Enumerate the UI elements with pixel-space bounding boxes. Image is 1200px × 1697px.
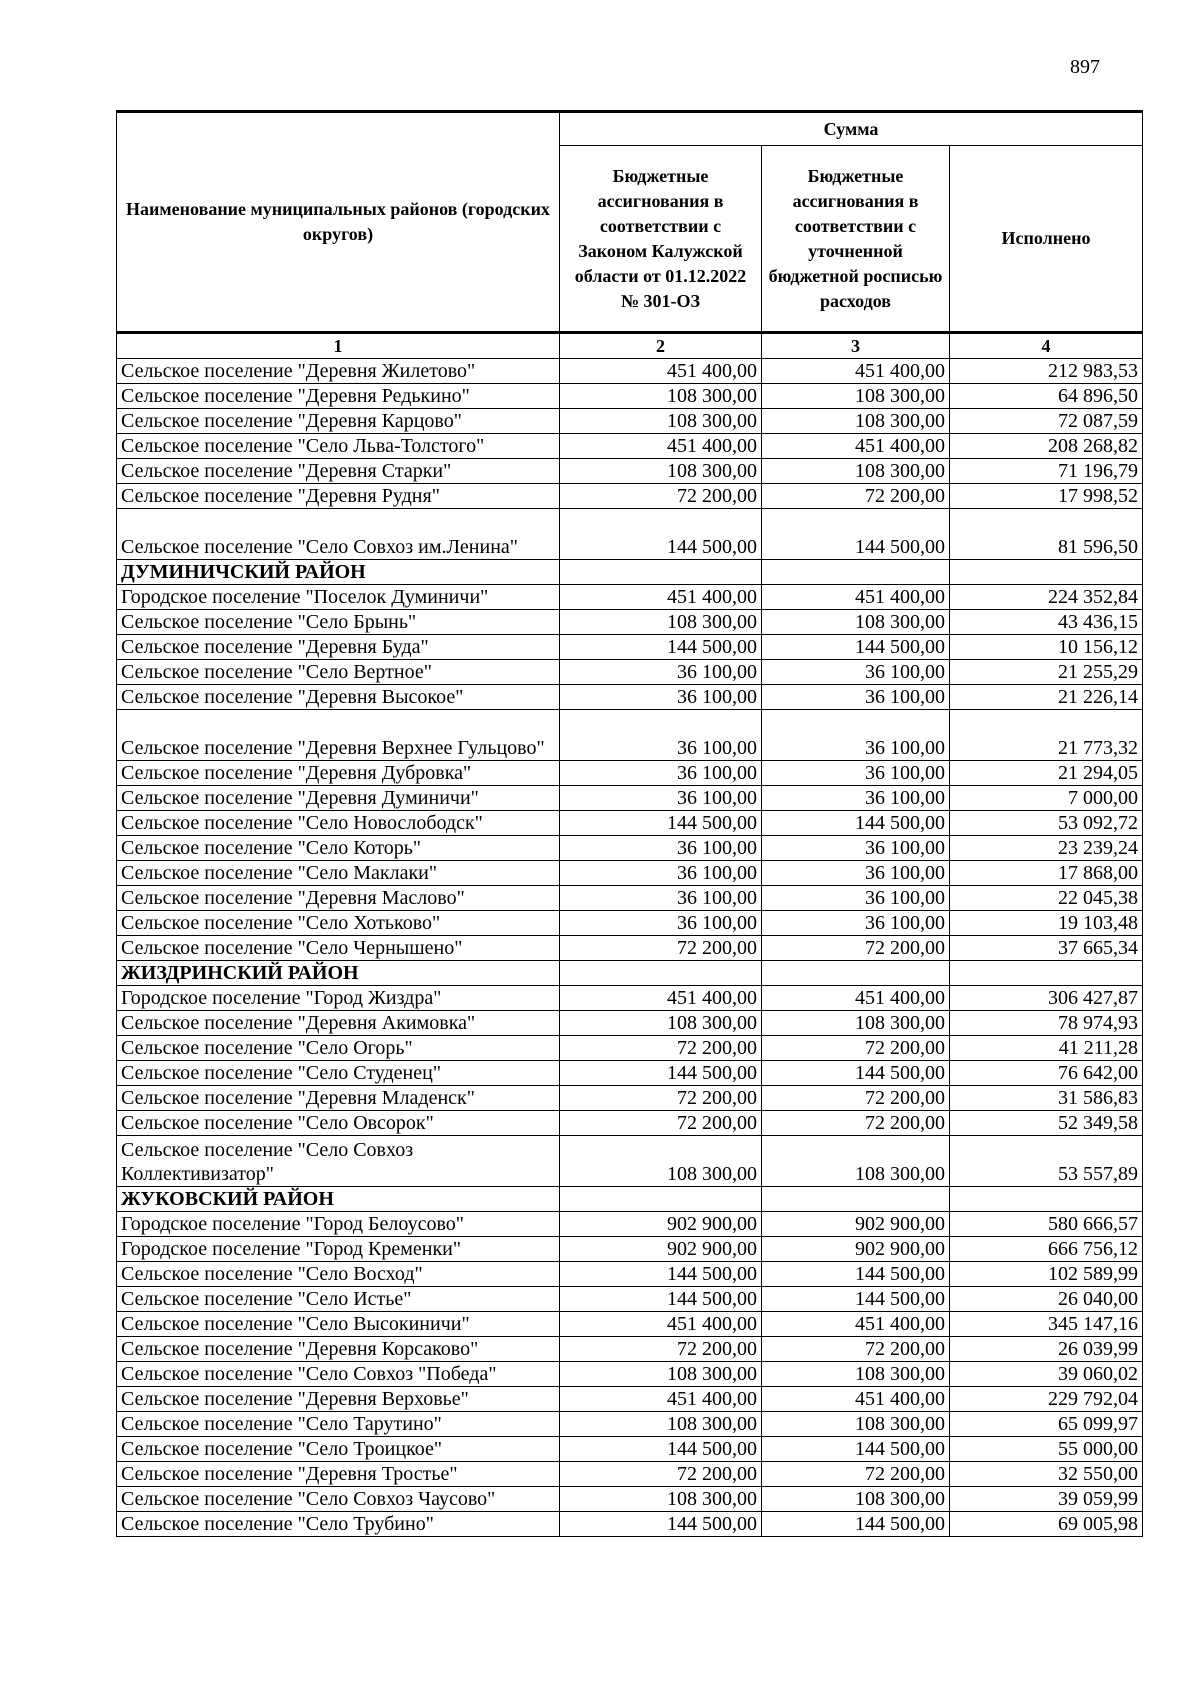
revised-allocation-cell: 72 200,00 bbox=[762, 936, 950, 961]
executed-cell: 53 092,72 bbox=[950, 811, 1143, 836]
revised-allocation-cell: 36 100,00 bbox=[762, 761, 950, 786]
settlement-name: Сельское поселение "Деревня Тростье" bbox=[117, 1462, 560, 1487]
law-allocation-cell: 144 500,00 bbox=[560, 1262, 762, 1287]
table-row bbox=[117, 434, 1143, 459]
law-allocation-cell: 36 100,00 bbox=[560, 710, 762, 761]
executed-cell: 212 983,53 bbox=[950, 359, 1143, 384]
settlement-name: Сельское поселение "Село Совхоз Чаусово" bbox=[117, 1487, 560, 1512]
header-name-column: Наименование муниципальных районов (городских округов) bbox=[117, 112, 560, 333]
law-allocation-cell: 108 300,00 bbox=[560, 1011, 762, 1036]
settlement-name: Сельское поселение "Село Чернышено" bbox=[117, 936, 560, 961]
executed-cell: 666 756,12 bbox=[950, 1237, 1143, 1262]
executed-cell: 71 196,79 bbox=[950, 459, 1143, 484]
table-row bbox=[117, 1212, 1143, 1237]
executed-cell: 39 060,02 bbox=[950, 1362, 1143, 1387]
executed-cell: 65 099,97 bbox=[950, 1412, 1143, 1437]
revised-allocation-cell: 72 200,00 bbox=[762, 1086, 950, 1111]
table-row bbox=[117, 610, 1143, 635]
executed-cell: 26 039,99 bbox=[950, 1337, 1143, 1362]
table-row bbox=[117, 861, 1143, 886]
table-row bbox=[117, 811, 1143, 836]
table-row bbox=[117, 509, 1143, 560]
revised-allocation-cell: 108 300,00 bbox=[762, 384, 950, 409]
executed-cell: 19 103,48 bbox=[950, 911, 1143, 936]
executed-cell: 21 226,14 bbox=[950, 685, 1143, 710]
revised-allocation-cell: 108 300,00 bbox=[762, 1412, 950, 1437]
revised-allocation-cell: 108 300,00 bbox=[762, 1362, 950, 1387]
table-row bbox=[117, 409, 1143, 434]
table-row bbox=[117, 1237, 1143, 1262]
table-row bbox=[117, 585, 1143, 610]
law-allocation-cell: 36 100,00 bbox=[560, 685, 762, 710]
executed-cell: 22 045,38 bbox=[950, 886, 1143, 911]
revised-allocation-cell: 36 100,00 bbox=[762, 685, 950, 710]
law-allocation-cell: 144 500,00 bbox=[560, 1512, 762, 1537]
executed-cell: 78 974,93 bbox=[950, 1011, 1143, 1036]
law-allocation-cell: 72 200,00 bbox=[560, 1036, 762, 1061]
executed-cell: 53 557,89 bbox=[950, 1136, 1143, 1187]
settlement-name: Сельское поселение "Село Восход" bbox=[117, 1262, 560, 1287]
empty-cell bbox=[950, 961, 1143, 986]
law-allocation-cell: 144 500,00 bbox=[560, 509, 762, 560]
settlement-name: Сельское поселение "Село Трубино" bbox=[117, 1512, 560, 1537]
settlement-name: Сельское поселение "Село Брынь" bbox=[117, 610, 560, 635]
law-allocation-cell: 36 100,00 bbox=[560, 761, 762, 786]
table-body bbox=[117, 359, 1143, 1537]
empty-cell bbox=[762, 961, 950, 986]
settlement-name: Сельское поселение "Деревня Старки" bbox=[117, 459, 560, 484]
table-row bbox=[117, 1462, 1143, 1487]
law-allocation-cell: 72 200,00 bbox=[560, 1086, 762, 1111]
settlement-name: Сельское поселение "Село Огорь" bbox=[117, 1036, 560, 1061]
empty-cell bbox=[950, 1187, 1143, 1212]
settlement-name: Городское поселение "Поселок Думиничи" bbox=[117, 585, 560, 610]
settlement-name: Сельское поселение "Деревня Высокое" bbox=[117, 685, 560, 710]
executed-cell: 23 239,24 bbox=[950, 836, 1143, 861]
law-allocation-cell: 72 200,00 bbox=[560, 484, 762, 509]
revised-allocation-cell: 36 100,00 bbox=[762, 660, 950, 685]
district-name: ЖУКОВСКИЙ РАЙОН bbox=[117, 1187, 560, 1212]
executed-cell: 17 998,52 bbox=[950, 484, 1143, 509]
revised-allocation-cell: 72 200,00 bbox=[762, 1337, 950, 1362]
revised-allocation-cell: 451 400,00 bbox=[762, 434, 950, 459]
law-allocation-cell: 36 100,00 bbox=[560, 861, 762, 886]
table-row bbox=[117, 1337, 1143, 1362]
law-allocation-cell: 144 500,00 bbox=[560, 1061, 762, 1086]
executed-cell: 306 427,87 bbox=[950, 986, 1143, 1011]
header-revised-allocations: Бюджетные ассигнования в соответствии с уточненной бюджетной росписью расходов bbox=[762, 146, 950, 333]
law-allocation-cell: 36 100,00 bbox=[560, 836, 762, 861]
executed-cell: 21 773,32 bbox=[950, 710, 1143, 761]
header-number-4: 4 bbox=[950, 333, 1143, 359]
empty-cell bbox=[560, 961, 762, 986]
table-row bbox=[117, 384, 1143, 409]
executed-cell: 7 000,00 bbox=[950, 786, 1143, 811]
revised-allocation-cell: 72 200,00 bbox=[762, 1111, 950, 1136]
settlement-name: Сельское поселение "Деревня Думиничи" bbox=[117, 786, 560, 811]
revised-allocation-cell: 144 500,00 bbox=[762, 1437, 950, 1462]
law-allocation-cell: 108 300,00 bbox=[560, 459, 762, 484]
table-row bbox=[117, 911, 1143, 936]
table-row bbox=[117, 836, 1143, 861]
executed-cell: 345 147,16 bbox=[950, 1312, 1143, 1337]
law-allocation-cell: 72 200,00 bbox=[560, 1462, 762, 1487]
revised-allocation-cell: 144 500,00 bbox=[762, 635, 950, 660]
law-allocation-cell: 108 300,00 bbox=[560, 1136, 762, 1187]
revised-allocation-cell: 451 400,00 bbox=[762, 986, 950, 1011]
executed-cell: 39 059,99 bbox=[950, 1487, 1143, 1512]
revised-allocation-cell: 144 500,00 bbox=[762, 509, 950, 560]
law-allocation-cell: 451 400,00 bbox=[560, 1387, 762, 1412]
settlement-name: Сельское поселение "Село Троицкое" bbox=[117, 1437, 560, 1462]
settlement-name: Сельское поселение "Село Хотьково" bbox=[117, 911, 560, 936]
revised-allocation-cell: 108 300,00 bbox=[762, 409, 950, 434]
settlement-name: Сельское поселение "Деревня Дубровка" bbox=[117, 761, 560, 786]
revised-allocation-cell: 144 500,00 bbox=[762, 1512, 950, 1537]
table-row bbox=[117, 1362, 1143, 1387]
empty-cell bbox=[950, 560, 1143, 585]
table-row bbox=[117, 1287, 1143, 1312]
table-row bbox=[117, 1011, 1143, 1036]
header-number-2: 2 bbox=[560, 333, 762, 359]
executed-cell: 17 868,00 bbox=[950, 861, 1143, 886]
revised-allocation-cell: 72 200,00 bbox=[762, 1462, 950, 1487]
budget-table bbox=[116, 110, 1143, 1537]
table-row bbox=[117, 1061, 1143, 1086]
table-row bbox=[117, 1136, 1143, 1187]
table-row bbox=[117, 685, 1143, 710]
revised-allocation-cell: 144 500,00 bbox=[762, 1287, 950, 1312]
district-name: ЖИЗДРИНСКИЙ РАЙОН bbox=[117, 961, 560, 986]
revised-allocation-cell: 108 300,00 bbox=[762, 1487, 950, 1512]
district-header-row bbox=[117, 1187, 1143, 1212]
settlement-name: Сельское поселение "Село Совхоз им.Ленина" bbox=[117, 509, 560, 560]
table-row bbox=[117, 786, 1143, 811]
table-row bbox=[117, 484, 1143, 509]
revised-allocation-cell: 108 300,00 bbox=[762, 1136, 950, 1187]
law-allocation-cell: 36 100,00 bbox=[560, 660, 762, 685]
settlement-name: Сельское поселение "Деревня Рудня" bbox=[117, 484, 560, 509]
table-row bbox=[117, 710, 1143, 761]
settlement-name: Сельское поселение "Село Вертное" bbox=[117, 660, 560, 685]
table-row bbox=[117, 1512, 1143, 1537]
settlement-name: Сельское поселение "Село Которь" bbox=[117, 836, 560, 861]
revised-allocation-cell: 451 400,00 bbox=[762, 585, 950, 610]
law-allocation-cell: 36 100,00 bbox=[560, 786, 762, 811]
table-row bbox=[117, 1412, 1143, 1437]
header-law-allocations: Бюджетные ассигнования в соответствии с Законом Калужской области от 01.12.2022 № 301-ОЗ bbox=[560, 146, 762, 333]
header-number-3: 3 bbox=[762, 333, 950, 359]
settlement-name: Сельское поселение "Село Совхоз Коллективизатор" bbox=[117, 1136, 560, 1187]
executed-cell: 64 896,50 bbox=[950, 384, 1143, 409]
executed-cell: 21 294,05 bbox=[950, 761, 1143, 786]
executed-cell: 41 211,28 bbox=[950, 1036, 1143, 1061]
law-allocation-cell: 144 500,00 bbox=[560, 635, 762, 660]
table-row bbox=[117, 1111, 1143, 1136]
executed-cell: 81 596,50 bbox=[950, 509, 1143, 560]
table-row bbox=[117, 1086, 1143, 1111]
settlement-name: Сельское поселение "Деревня Маслово" bbox=[117, 886, 560, 911]
law-allocation-cell: 451 400,00 bbox=[560, 986, 762, 1011]
table-row bbox=[117, 761, 1143, 786]
executed-cell: 102 589,99 bbox=[950, 1262, 1143, 1287]
law-allocation-cell: 108 300,00 bbox=[560, 384, 762, 409]
executed-cell: 37 665,34 bbox=[950, 936, 1143, 961]
law-allocation-cell: 451 400,00 bbox=[560, 434, 762, 459]
revised-allocation-cell: 108 300,00 bbox=[762, 1011, 950, 1036]
settlement-name: Сельское поселение "Село Высокиничи" bbox=[117, 1312, 560, 1337]
law-allocation-cell: 72 200,00 bbox=[560, 1337, 762, 1362]
header-executed: Исполнено bbox=[950, 146, 1143, 333]
revised-allocation-cell: 36 100,00 bbox=[762, 886, 950, 911]
revised-allocation-cell: 144 500,00 bbox=[762, 1061, 950, 1086]
executed-cell: 208 268,82 bbox=[950, 434, 1143, 459]
law-allocation-cell: 108 300,00 bbox=[560, 1487, 762, 1512]
executed-cell: 580 666,57 bbox=[950, 1212, 1143, 1237]
law-allocation-cell: 108 300,00 bbox=[560, 610, 762, 635]
table-row bbox=[117, 886, 1143, 911]
table-row bbox=[117, 660, 1143, 685]
executed-cell: 69 005,98 bbox=[950, 1512, 1143, 1537]
executed-cell: 26 040,00 bbox=[950, 1287, 1143, 1312]
revised-allocation-cell: 36 100,00 bbox=[762, 836, 950, 861]
revised-allocation-cell: 451 400,00 bbox=[762, 1387, 950, 1412]
revised-allocation-cell: 144 500,00 bbox=[762, 1262, 950, 1287]
executed-cell: 55 000,00 bbox=[950, 1437, 1143, 1462]
law-allocation-cell: 108 300,00 bbox=[560, 1412, 762, 1437]
executed-cell: 52 349,58 bbox=[950, 1111, 1143, 1136]
law-allocation-cell: 144 500,00 bbox=[560, 1287, 762, 1312]
empty-cell bbox=[762, 1187, 950, 1212]
table-row bbox=[117, 1437, 1143, 1462]
law-allocation-cell: 72 200,00 bbox=[560, 1111, 762, 1136]
settlement-name: Сельское поселение "Село Льва-Толстого" bbox=[117, 434, 560, 459]
law-allocation-cell: 72 200,00 bbox=[560, 936, 762, 961]
table-row bbox=[117, 459, 1143, 484]
revised-allocation-cell: 108 300,00 bbox=[762, 459, 950, 484]
law-allocation-cell: 451 400,00 bbox=[560, 585, 762, 610]
district-name: ДУМИНИЧСКИЙ РАЙОН bbox=[117, 560, 560, 585]
empty-cell bbox=[560, 560, 762, 585]
revised-allocation-cell: 36 100,00 bbox=[762, 786, 950, 811]
district-header-row bbox=[117, 560, 1143, 585]
revised-allocation-cell: 902 900,00 bbox=[762, 1212, 950, 1237]
empty-cell bbox=[762, 560, 950, 585]
settlement-name: Сельское поселение "Село Новослободск" bbox=[117, 811, 560, 836]
table-row bbox=[117, 986, 1143, 1011]
settlement-name: Сельское поселение "Село Студенец" bbox=[117, 1061, 560, 1086]
settlement-name: Сельское поселение "Деревня Корсаково" bbox=[117, 1337, 560, 1362]
settlement-name: Городское поселение "Город Белоусово" bbox=[117, 1212, 560, 1237]
law-allocation-cell: 36 100,00 bbox=[560, 911, 762, 936]
header-sum: Сумма bbox=[560, 112, 1143, 146]
revised-allocation-cell: 902 900,00 bbox=[762, 1237, 950, 1262]
page-number: 897 bbox=[1070, 56, 1100, 78]
revised-allocation-cell: 108 300,00 bbox=[762, 610, 950, 635]
executed-cell: 224 352,84 bbox=[950, 585, 1143, 610]
empty-cell bbox=[560, 1187, 762, 1212]
table-row bbox=[117, 936, 1143, 961]
settlement-name: Сельское поселение "Деревня Акимовка" bbox=[117, 1011, 560, 1036]
revised-allocation-cell: 451 400,00 bbox=[762, 359, 950, 384]
settlement-name: Городское поселение "Город Кременки" bbox=[117, 1237, 560, 1262]
settlement-name: Сельское поселение "Село Тарутино" bbox=[117, 1412, 560, 1437]
settlement-name: Сельское поселение "Деревня Редькино" bbox=[117, 384, 560, 409]
executed-cell: 43 436,15 bbox=[950, 610, 1143, 635]
revised-allocation-cell: 72 200,00 bbox=[762, 1036, 950, 1061]
revised-allocation-cell: 36 100,00 bbox=[762, 911, 950, 936]
table-row bbox=[117, 1487, 1143, 1512]
law-allocation-cell: 108 300,00 bbox=[560, 1362, 762, 1387]
law-allocation-cell: 144 500,00 bbox=[560, 1437, 762, 1462]
law-allocation-cell: 144 500,00 bbox=[560, 811, 762, 836]
revised-allocation-cell: 144 500,00 bbox=[762, 811, 950, 836]
law-allocation-cell: 451 400,00 bbox=[560, 1312, 762, 1337]
settlement-name: Сельское поселение "Село Овсорок" bbox=[117, 1111, 560, 1136]
settlement-name: Сельское поселение "Деревня Верхнее Гульцово" bbox=[117, 710, 560, 761]
settlement-name: Сельское поселение "Село Истье" bbox=[117, 1287, 560, 1312]
revised-allocation-cell: 72 200,00 bbox=[762, 484, 950, 509]
settlement-name: Сельское поселение "Село Совхоз "Победа" bbox=[117, 1362, 560, 1387]
table-header bbox=[117, 112, 1143, 359]
revised-allocation-cell: 36 100,00 bbox=[762, 861, 950, 886]
revised-allocation-cell: 36 100,00 bbox=[762, 710, 950, 761]
law-allocation-cell: 36 100,00 bbox=[560, 886, 762, 911]
settlement-name: Сельское поселение "Деревня Младенск" bbox=[117, 1086, 560, 1111]
executed-cell: 72 087,59 bbox=[950, 409, 1143, 434]
executed-cell: 32 550,00 bbox=[950, 1462, 1143, 1487]
settlement-name: Сельское поселение "Село Маклаки" bbox=[117, 861, 560, 886]
executed-cell: 31 586,83 bbox=[950, 1086, 1143, 1111]
table-row bbox=[117, 1387, 1143, 1412]
law-allocation-cell: 902 900,00 bbox=[560, 1237, 762, 1262]
executed-cell: 229 792,04 bbox=[950, 1387, 1143, 1412]
table-row bbox=[117, 1036, 1143, 1061]
settlement-name: Городское поселение "Город Жиздра" bbox=[117, 986, 560, 1011]
district-header-row bbox=[117, 961, 1143, 986]
table-row bbox=[117, 1312, 1143, 1337]
settlement-name: Сельское поселение "Деревня Верховье" bbox=[117, 1387, 560, 1412]
table-row bbox=[117, 1262, 1143, 1287]
executed-cell: 10 156,12 bbox=[950, 635, 1143, 660]
settlement-name: Сельское поселение "Деревня Буда" bbox=[117, 635, 560, 660]
law-allocation-cell: 902 900,00 bbox=[560, 1212, 762, 1237]
header-number-1: 1 bbox=[117, 333, 560, 359]
executed-cell: 21 255,29 bbox=[950, 660, 1143, 685]
table-row bbox=[117, 359, 1143, 384]
law-allocation-cell: 451 400,00 bbox=[560, 359, 762, 384]
table-row bbox=[117, 635, 1143, 660]
settlement-name: Сельское поселение "Деревня Жилетово" bbox=[117, 359, 560, 384]
law-allocation-cell: 108 300,00 bbox=[560, 409, 762, 434]
revised-allocation-cell: 451 400,00 bbox=[762, 1312, 950, 1337]
settlement-name: Сельское поселение "Деревня Карцово" bbox=[117, 409, 560, 434]
executed-cell: 76 642,00 bbox=[950, 1061, 1143, 1086]
